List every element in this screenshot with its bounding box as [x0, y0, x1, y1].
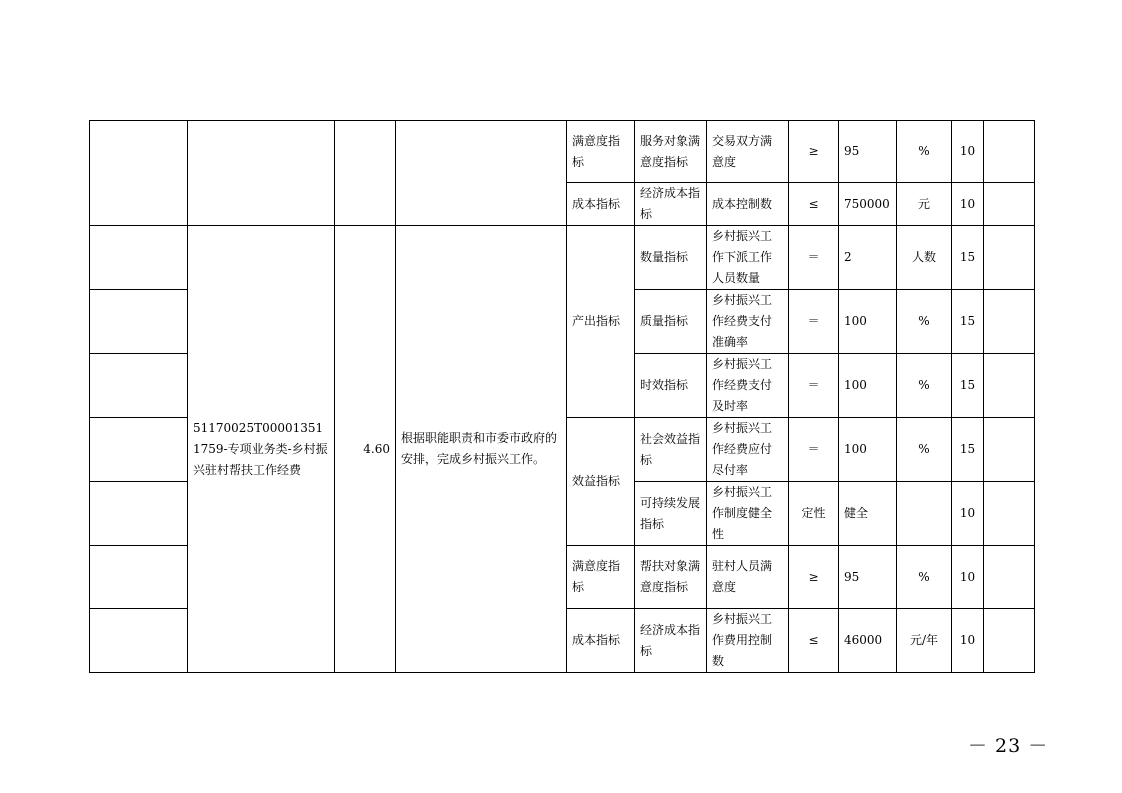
indicator-score: 15: [952, 418, 984, 482]
indicator-unit: 元: [897, 183, 952, 226]
blank-cell: [90, 609, 188, 673]
remark-cell: [984, 183, 1035, 226]
indicator-level3: 交易双方满意度: [707, 121, 789, 183]
indicator-level2: 数量指标: [635, 226, 707, 290]
indicator-unit: [897, 482, 952, 546]
indicator-level3: 驻村人员满意度: [707, 546, 789, 609]
remark-cell: [984, 354, 1035, 418]
indicator-level3: 乡村振兴工作制度健全性: [707, 482, 789, 546]
remark-cell: [984, 609, 1035, 673]
remark-cell: [984, 418, 1035, 482]
indicator-operator: ＝: [789, 290, 839, 354]
indicator-target: 95: [839, 121, 897, 183]
indicator-level2: 帮扶对象满意度指标: [635, 546, 707, 609]
indicator-level1: 成本指标: [567, 183, 635, 226]
indicator-score: 10: [952, 546, 984, 609]
indicator-level1: 产出指标: [567, 226, 635, 418]
indicator-score: 10: [952, 183, 984, 226]
indicator-operator: ≤: [789, 183, 839, 226]
blank-cell: [90, 290, 188, 354]
indicator-score: 10: [952, 121, 984, 183]
indicator-unit: %: [897, 546, 952, 609]
indicator-unit: %: [897, 354, 952, 418]
indicator-unit: %: [897, 418, 952, 482]
indicator-operator: ≥: [789, 121, 839, 183]
indicator-score: 10: [952, 609, 984, 673]
indicator-target: 100: [839, 290, 897, 354]
remark-cell: [984, 121, 1035, 183]
indicator-level2: 时效指标: [635, 354, 707, 418]
indicator-operator: ＝: [789, 354, 839, 418]
project-code-cell: [188, 121, 335, 226]
table-row: [90, 226, 1035, 290]
remark-cell: [984, 482, 1035, 546]
amount-cell: [335, 121, 396, 226]
indicator-score: 15: [952, 290, 984, 354]
indicator-level2: 经济成本指标: [635, 183, 707, 226]
blank-cell: [90, 546, 188, 609]
indicator-level3: 乡村振兴工作经费支付准确率: [707, 290, 789, 354]
indicator-level2: 经济成本指标: [635, 609, 707, 673]
remark-cell: [984, 226, 1035, 290]
blank-cell: [90, 418, 188, 482]
goal-cell: [396, 121, 567, 226]
remark-cell: [984, 290, 1035, 354]
indicator-level3: 成本控制数: [707, 183, 789, 226]
indicator-score: 10: [952, 482, 984, 546]
blank-cell: [90, 121, 188, 226]
indicator-operator: ≤: [789, 609, 839, 673]
indicator-target: 100: [839, 354, 897, 418]
indicator-target: 95: [839, 546, 897, 609]
indicator-unit: 元/年: [897, 609, 952, 673]
indicator-level2: 服务对象满意度指标: [635, 121, 707, 183]
indicator-level3: 乡村振兴工作经费应付尽付率: [707, 418, 789, 482]
indicator-score: 15: [952, 354, 984, 418]
indicator-level3: 乡村振兴工作下派工作人员数量: [707, 226, 789, 290]
indicator-level1: 满意度指标: [567, 546, 635, 609]
indicator-level2: 质量指标: [635, 290, 707, 354]
project-code-cell: 51170025T000013511759-专项业务类-乡村振兴驻村帮扶工作经费: [188, 226, 335, 673]
goal-cell: 根据职能职责和市委市政府的安排，完成乡村振兴工作。: [396, 226, 567, 673]
indicator-level2: 社会效益指标: [635, 418, 707, 482]
indicator-level3: 乡村振兴工作费用控制数: [707, 609, 789, 673]
indicator-level2: 可持续发展指标: [635, 482, 707, 546]
indicator-operator: ＝: [789, 226, 839, 290]
blank-cell: [90, 354, 188, 418]
indicator-target: 750000: [839, 183, 897, 226]
blank-cell: [90, 226, 188, 290]
indicator-level1: 效益指标: [567, 418, 635, 546]
blank-cell: [90, 482, 188, 546]
indicator-operator: ＝: [789, 418, 839, 482]
indicator-score: 15: [952, 226, 984, 290]
indicator-operator: ≥: [789, 546, 839, 609]
indicator-unit: %: [897, 290, 952, 354]
indicator-target: 100: [839, 418, 897, 482]
indicator-level1: 成本指标: [567, 609, 635, 673]
performance-indicator-table: [89, 120, 1035, 673]
remark-cell: [984, 546, 1035, 609]
indicator-level3: 乡村振兴工作经费支付及时率: [707, 354, 789, 418]
indicator-unit: %: [897, 121, 952, 183]
indicator-target: 健全: [839, 482, 897, 546]
page-number: － 23 －: [968, 735, 1049, 757]
indicator-target: 2: [839, 226, 897, 290]
table-row: [90, 121, 1035, 183]
indicator-target: 46000: [839, 609, 897, 673]
indicator-operator: 定性: [789, 482, 839, 546]
amount-cell: 4.60: [335, 226, 396, 673]
indicator-unit: 人数: [897, 226, 952, 290]
indicator-level1: 满意度指标: [567, 121, 635, 183]
